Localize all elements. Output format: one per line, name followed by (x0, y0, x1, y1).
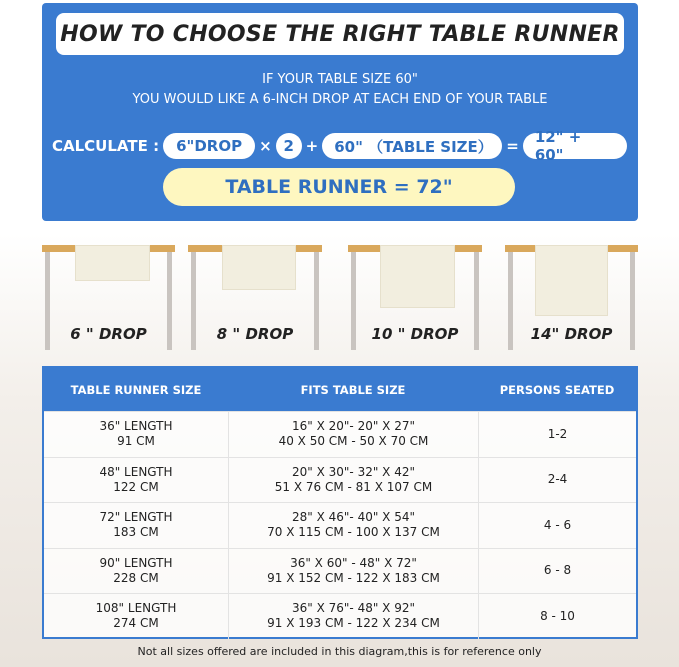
table-row (44, 502, 636, 548)
fits-size-cell (228, 594, 478, 639)
length-cm: 91 CM (117, 434, 155, 449)
fit-cm: 70 X 115 CM - 100 X 137 CM (267, 525, 440, 540)
fits-size-cell (228, 412, 478, 457)
calculate-label: CALCULATE : (52, 137, 160, 155)
runner (535, 245, 608, 316)
length-cm: 228 CM (113, 570, 159, 585)
fits-size-cell (228, 549, 478, 594)
table-header (44, 368, 636, 411)
persons-cell: 8 - 10 (478, 594, 636, 639)
fits-size-cell (228, 458, 478, 503)
length-cm: 183 CM (113, 525, 159, 540)
persons-cell: 6 - 8 (478, 549, 636, 594)
length-inches: 48" LENGTH (99, 464, 173, 479)
header-runner-size: TABLE RUNNER SIZE (70, 382, 202, 397)
drop-label: 6 " DROP (70, 325, 147, 343)
table-row (44, 593, 636, 639)
drop-label: 10 " DROP (371, 325, 459, 343)
fit-inches: 16" X 20"- 20" X 27" (292, 419, 415, 434)
drop-pill: 6"DROP (163, 133, 255, 159)
runner (75, 245, 150, 281)
plus-sign: + (305, 137, 319, 155)
drop-illustration-8 (188, 245, 322, 350)
fit-cm: 91 X 152 CM - 122 X 183 CM (267, 570, 440, 585)
table-size-pill: 60" （TABLE SIZE） (322, 133, 502, 159)
sum-pill: 12" + 60" (523, 133, 627, 159)
disclaimer-note: Not all sizes offered are included in this diagram,this is for reference only (137, 645, 542, 658)
header-persons: PERSONS SEATED (499, 382, 615, 397)
fit-cm: 91 X 193 CM - 122 X 234 CM (267, 616, 440, 631)
fit-inches: 20" X 30"- 32" X 42" (292, 464, 415, 479)
persons-cell: 1-2 (478, 412, 636, 457)
example-line-2: YOU WOULD LIKE A 6-INCH DROP AT EACH END OF YOUR TABLE (132, 92, 548, 107)
times-sign: × (259, 137, 272, 155)
fit-inches: 28" X 46"- 40" X 54" (292, 510, 415, 525)
table-row (44, 457, 636, 503)
length-cm: 274 CM (113, 616, 159, 631)
length-inches: 72" LENGTH (99, 510, 173, 525)
length-inches: 90" LENGTH (99, 555, 173, 570)
length-inches: 36" LENGTH (99, 419, 173, 434)
persons-cell: 4 - 6 (478, 503, 636, 548)
fits-size-cell (228, 503, 478, 548)
drop-illustration-6 (42, 245, 175, 350)
equals-sign: = (506, 137, 519, 155)
runner-size-cell (44, 465, 228, 495)
runner-size-cell (44, 510, 228, 540)
fit-cm: 40 X 50 CM - 50 X 70 CM (278, 434, 429, 449)
result-pill: TABLE RUNNER = 72" (163, 168, 515, 206)
size-table (42, 366, 638, 639)
runner (222, 245, 296, 290)
runner-size-cell (44, 556, 228, 586)
drop-illustration-14 (505, 245, 638, 350)
page-title: HOW TO CHOOSE THE RIGHT TABLE RUNNER (56, 13, 624, 55)
fit-inches: 36" X 76"- 48" X 92" (292, 601, 415, 616)
example-line-1: IF YOUR TABLE SIZE 60" (262, 72, 418, 87)
header-fits-table: FITS TABLE SIZE (300, 382, 406, 397)
table-row (44, 548, 636, 594)
calculation-row (52, 128, 627, 164)
drop-label: 14" DROP (530, 325, 613, 343)
runner-size-cell (44, 601, 228, 631)
multiplier-pill: 2 (276, 133, 302, 159)
fit-cm: 51 X 76 CM - 81 X 107 CM (274, 479, 433, 494)
length-inches: 108" LENGTH (95, 601, 177, 616)
runner (380, 245, 455, 308)
persons-cell: 2-4 (478, 458, 636, 503)
calculation-panel (42, 3, 638, 221)
runner-size-cell (44, 419, 228, 449)
drop-illustration-10 (348, 245, 482, 350)
table-row (44, 411, 636, 457)
fit-inches: 36" X 60" - 48" X 72" (290, 555, 417, 570)
length-cm: 122 CM (113, 479, 159, 494)
drop-label: 8 " DROP (216, 325, 294, 343)
